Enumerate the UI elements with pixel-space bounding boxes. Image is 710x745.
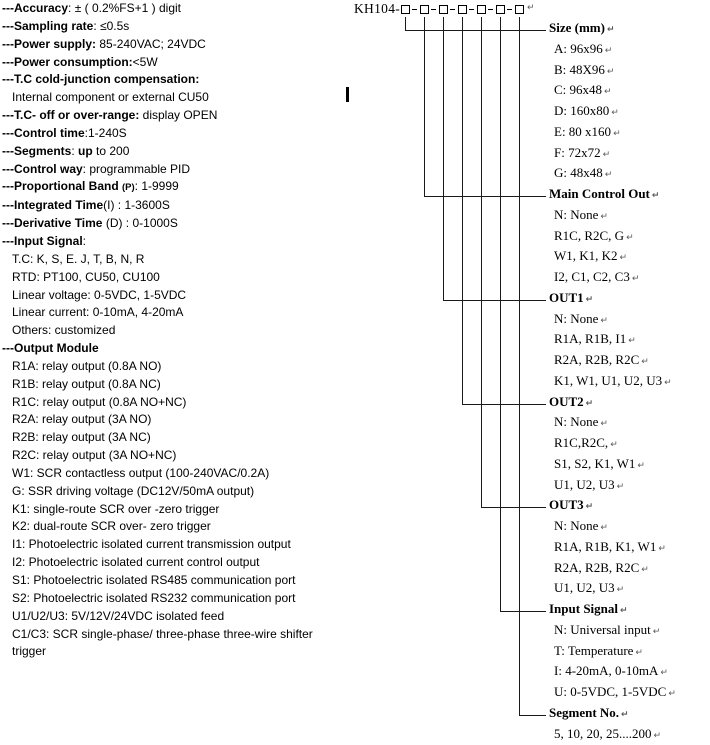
return-mark-icon: ↵ xyxy=(603,150,611,160)
ordering-option xyxy=(549,247,709,268)
spec-value: R2C: relay output (3A NO+NC) xyxy=(12,448,176,462)
spec-value: K2: dual-route SCR over- zero trigger xyxy=(12,519,211,533)
model-dash xyxy=(431,9,436,10)
spec-value: C1/C3: SCR single-phase/ three-phase three-wire shifter xyxy=(12,627,313,641)
ordering-section-title xyxy=(549,496,709,517)
return-mark-icon: ↵ xyxy=(652,191,660,201)
spec-line xyxy=(2,483,354,501)
return-mark-icon: ↵ xyxy=(620,606,628,616)
option-text: N: None xyxy=(554,414,598,429)
text-cursor xyxy=(346,87,349,102)
model-dash xyxy=(450,9,455,10)
ordering-section-title xyxy=(549,600,709,621)
return-mark-icon: ↵ xyxy=(610,440,618,450)
spec-line xyxy=(2,429,354,447)
option-text: I: 4-20mA, 0-10mA xyxy=(554,663,658,678)
spec-label: ---T.C- off or over-range: xyxy=(2,108,139,122)
ordering-option xyxy=(549,579,709,600)
spec-line xyxy=(2,54,354,72)
return-mark-icon: ↵ xyxy=(641,565,649,575)
option-text: R1C,R2C, xyxy=(554,435,608,450)
tree-horizontal-line xyxy=(481,507,546,508)
tree-vertical-line xyxy=(405,17,406,30)
ordering-option xyxy=(549,662,709,683)
model-digit-box xyxy=(401,5,410,14)
return-mark-icon: ↵ xyxy=(654,731,662,741)
return-mark-icon: ↵ xyxy=(600,419,608,429)
spec-line xyxy=(2,304,354,322)
option-text: R2A, R2B, R2C xyxy=(554,560,639,575)
spec-line xyxy=(2,572,354,590)
spec-value: G: SSR driving voltage (DC12V/50mA output) xyxy=(12,484,254,498)
model-dash xyxy=(488,9,493,10)
ordering-option xyxy=(549,434,709,455)
return-mark-icon: ↵ xyxy=(600,316,608,326)
option-text: A: 96x96 xyxy=(554,41,603,56)
spec-line xyxy=(2,18,354,36)
return-mark-icon: ↵ xyxy=(586,295,594,305)
spec-label: ---Power consumption: xyxy=(2,55,133,69)
return-mark-icon: ↵ xyxy=(617,585,625,595)
spec-value: R1B: relay output (0.8A NC) xyxy=(12,377,161,391)
option-text: R2A, R2B, R2C xyxy=(554,352,639,367)
return-mark-icon: ↵ xyxy=(604,87,612,97)
spec-line xyxy=(2,643,354,661)
spec-label: ---Sampling rate xyxy=(2,19,93,33)
spec-label: ---T.C cold-junction compensation: xyxy=(2,72,199,86)
spec-line xyxy=(2,269,354,287)
section-title-text: Input Signal xyxy=(549,601,618,616)
spec-line xyxy=(2,340,354,358)
spec-line xyxy=(2,215,354,233)
option-text: G: 48x48 xyxy=(554,165,603,180)
spec-line xyxy=(2,394,354,412)
return-mark-icon: ↵ xyxy=(620,253,628,263)
option-text: N: None xyxy=(554,518,598,533)
return-mark-icon: ↵ xyxy=(626,233,634,243)
section-title-text: Size (mm) xyxy=(549,20,605,35)
spec-label: ---Derivative Time xyxy=(2,216,102,230)
tree-horizontal-line xyxy=(519,715,546,716)
ordering-section-title xyxy=(549,289,709,310)
return-mark-icon: ↵ xyxy=(660,668,668,678)
ordering-option xyxy=(549,538,709,559)
spec-line xyxy=(2,89,354,107)
ordering-option xyxy=(549,725,709,745)
return-mark-icon: ↵ xyxy=(628,336,636,346)
spec-label: (P) xyxy=(122,182,135,193)
section-title-text: OUT3 xyxy=(549,497,584,512)
spec-value: (I) : 1-3600S xyxy=(103,198,170,212)
spec-value: to 200 xyxy=(93,144,130,158)
tree-vertical-line xyxy=(443,17,444,300)
model-digit-box xyxy=(458,5,467,14)
ordering-option xyxy=(549,40,709,61)
tree-horizontal-line xyxy=(443,300,546,301)
return-mark-icon: ↵ xyxy=(637,461,645,471)
model-digit-box xyxy=(420,5,429,14)
return-mark-icon: ↵ xyxy=(617,482,625,492)
ordering-option xyxy=(549,351,709,372)
ordering-option xyxy=(549,372,709,393)
option-text: E: 80 x160 xyxy=(554,124,611,139)
tree-vertical-line xyxy=(481,17,482,507)
option-text: R1A, R1B, I1 xyxy=(554,331,626,346)
return-mark-icon: ↵ xyxy=(527,3,535,13)
return-mark-icon: ↵ xyxy=(613,129,621,139)
option-text: U1, U2, U3 xyxy=(554,580,615,595)
spec-line xyxy=(2,447,354,465)
model-digit-box xyxy=(496,5,505,14)
spec-value: : xyxy=(83,234,86,248)
spec-line xyxy=(2,590,354,608)
return-mark-icon: ↵ xyxy=(668,689,676,699)
spec-line xyxy=(2,322,354,340)
spec-line xyxy=(2,411,354,429)
return-mark-icon: ↵ xyxy=(605,170,613,180)
ordering-option xyxy=(549,517,709,538)
ordering-section-title xyxy=(549,19,709,40)
spec-line xyxy=(2,358,354,376)
spec-value: : programmable PID xyxy=(83,162,190,176)
option-text: U1, U2, U3 xyxy=(554,477,615,492)
return-mark-icon: ↵ xyxy=(586,502,594,512)
spec-label: ---Output Module xyxy=(2,341,99,355)
spec-label: up xyxy=(78,144,93,158)
option-text: C: 96x48 xyxy=(554,82,602,97)
spec-value: I2: Photoelectric isolated current control output xyxy=(12,555,259,569)
spec-line xyxy=(2,161,354,179)
ordering-option xyxy=(549,621,709,642)
return-mark-icon: ↵ xyxy=(605,46,613,56)
model-digit-box xyxy=(439,5,448,14)
section-title-text: Main Control Out xyxy=(549,186,650,201)
spec-value: Internal component or external CU50 xyxy=(12,90,209,104)
ordering-option xyxy=(549,455,709,476)
return-mark-icon: ↵ xyxy=(600,212,608,222)
ordering-option xyxy=(549,268,709,289)
spec-value: trigger xyxy=(12,644,46,658)
spec-value: S1: Photoelectric isolated RS485 communication port xyxy=(12,573,295,587)
ordering-options xyxy=(549,19,709,745)
spec-line xyxy=(2,197,354,215)
ordering-option xyxy=(549,164,709,185)
spec-value: :1-240S xyxy=(85,126,127,140)
spec-line xyxy=(2,107,354,125)
option-text: T: Temperature xyxy=(554,643,633,658)
spec-value: R1A: relay output (0.8A NO) xyxy=(12,359,161,373)
option-text: I2, C1, C2, C3 xyxy=(554,269,630,284)
return-mark-icon: ↵ xyxy=(653,627,661,637)
ordering-section-title xyxy=(549,185,709,206)
ordering-section-title xyxy=(549,704,709,725)
spec-value: T.C: K, S, E. J, T, B, N, R xyxy=(12,252,144,266)
ordering-option xyxy=(549,227,709,248)
model-dash xyxy=(507,9,512,10)
spec-value: : xyxy=(71,144,78,158)
option-text: N: Universal input xyxy=(554,622,651,637)
spec-list xyxy=(2,0,354,661)
option-text: N: None xyxy=(554,207,598,222)
spec-value: RTD: PT100, CU50, CU100 xyxy=(12,270,160,284)
tree-vertical-line xyxy=(500,17,501,611)
ordering-option xyxy=(549,413,709,434)
spec-value: : ≤0.5s xyxy=(93,19,129,33)
spec-line xyxy=(2,518,354,536)
spec-label: ---Control time xyxy=(2,126,85,140)
section-title-text: Segment No. xyxy=(549,705,619,720)
option-text: F: 72x72 xyxy=(554,145,601,160)
spec-value: (D) : 0-1000S xyxy=(102,216,177,230)
return-mark-icon: ↵ xyxy=(611,108,619,118)
spec-line xyxy=(2,71,354,89)
return-mark-icon: ↵ xyxy=(600,523,608,533)
spec-line xyxy=(2,251,354,269)
spec-value: display OPEN xyxy=(139,108,217,122)
ordering-option xyxy=(549,476,709,497)
spec-label: ---Input Signal xyxy=(2,234,83,248)
option-text: 5, 10, 20, 25....200 xyxy=(554,726,652,741)
spec-line xyxy=(2,501,354,519)
spec-value: R2B: relay output (3A NC) xyxy=(12,430,151,444)
tree-horizontal-line xyxy=(405,30,546,31)
spec-line xyxy=(2,287,354,305)
spec-label: ---Integrated Time xyxy=(2,198,103,212)
spec-line xyxy=(2,465,354,483)
return-mark-icon: ↵ xyxy=(664,378,672,388)
spec-value: S2: Photoelectric isolated RS232 communication port xyxy=(12,591,295,605)
spec-value: : 1-9999 xyxy=(135,179,179,193)
spec-label: ---Segments xyxy=(2,144,71,158)
spec-line xyxy=(2,0,354,18)
ordering-section-title xyxy=(549,393,709,414)
spec-label: ---Accuracy xyxy=(2,1,68,15)
ordering-option xyxy=(549,683,709,704)
spec-line xyxy=(2,143,354,161)
spec-line xyxy=(2,626,354,644)
spec-value: Linear current: 0-10mA, 4-20mA xyxy=(12,305,183,319)
ordering-option xyxy=(549,81,709,102)
ordering-option xyxy=(549,330,709,351)
option-text: S1, S2, K1, W1 xyxy=(554,456,635,471)
spec-value: : ± ( 0.2%FS+1 ) digit xyxy=(68,1,181,15)
spec-value: R2A: relay output (3A NO) xyxy=(12,412,151,426)
spec-line xyxy=(2,608,354,626)
spec-label: ---Proportional Band xyxy=(2,179,122,193)
spec-line xyxy=(2,36,354,54)
model-digit-box xyxy=(477,5,486,14)
option-text: B: 48X96 xyxy=(554,62,605,77)
ordering-option xyxy=(549,559,709,580)
ordering-option xyxy=(549,206,709,227)
spec-label: ---Power supply: xyxy=(2,37,96,51)
spec-value: K1: single-route SCR over -zero trigger xyxy=(12,502,219,516)
spec-line xyxy=(2,233,354,251)
tree-vertical-line xyxy=(462,17,463,404)
ordering-option xyxy=(549,61,709,82)
spec-value: Linear voltage: 0-5VDC, 1-5VDC xyxy=(12,288,186,302)
ordering-option xyxy=(549,310,709,331)
model-code-prefix: KH104- xyxy=(354,1,400,17)
section-title-text: OUT1 xyxy=(549,290,584,305)
model-dash xyxy=(412,9,417,10)
spec-line xyxy=(2,125,354,143)
ordering-option xyxy=(549,102,709,123)
ordering-option xyxy=(549,642,709,663)
tree-vertical-line xyxy=(519,17,520,715)
option-text: W1, K1, K2 xyxy=(554,248,618,263)
return-mark-icon: ↵ xyxy=(621,710,629,720)
model-digit-box xyxy=(515,5,524,14)
return-mark-icon: ↵ xyxy=(586,399,594,409)
option-text: K1, W1, U1, U2, U3 xyxy=(554,373,662,388)
return-mark-icon: ↵ xyxy=(635,648,643,658)
option-text: R1A, R1B, K1, W1 xyxy=(554,539,656,554)
option-text: N: None xyxy=(554,311,598,326)
option-text: D: 160x80 xyxy=(554,103,609,118)
spec-line xyxy=(2,376,354,394)
tree-vertical-line xyxy=(424,17,425,196)
spec-line xyxy=(2,178,354,197)
spec-value: W1: SCR contactless output (100-240VAC/0.2A) xyxy=(12,466,269,480)
spec-value: Others: customized xyxy=(12,323,115,337)
tree-horizontal-line xyxy=(462,404,546,405)
spec-line xyxy=(2,554,354,572)
ordering-option xyxy=(549,123,709,144)
option-text: R1C, R2C, G xyxy=(554,228,624,243)
return-mark-icon: ↵ xyxy=(607,67,615,77)
spec-value: R1C: relay output (0.8A NO+NC) xyxy=(12,395,186,409)
spec-value: 85-240VAC; 24VDC xyxy=(96,37,206,51)
return-mark-icon: ↵ xyxy=(658,544,666,554)
return-mark-icon: ↵ xyxy=(641,357,649,367)
return-mark-icon: ↵ xyxy=(632,274,640,284)
spec-line xyxy=(2,536,354,554)
section-title-text: OUT2 xyxy=(549,394,584,409)
tree-horizontal-line xyxy=(500,611,546,612)
option-text: U: 0-5VDC, 1-5VDC xyxy=(554,684,666,699)
return-mark-icon: ↵ xyxy=(607,25,615,35)
ordering-option xyxy=(549,144,709,165)
spec-value: I1: Photoelectric isolated current transmission output xyxy=(12,537,291,551)
model-dash xyxy=(469,9,474,10)
spec-label: ---Control way xyxy=(2,162,83,176)
spec-value: U1/U2/U3: 5V/12V/24VDC isolated feed xyxy=(12,609,224,623)
spec-value: <5W xyxy=(133,55,158,69)
